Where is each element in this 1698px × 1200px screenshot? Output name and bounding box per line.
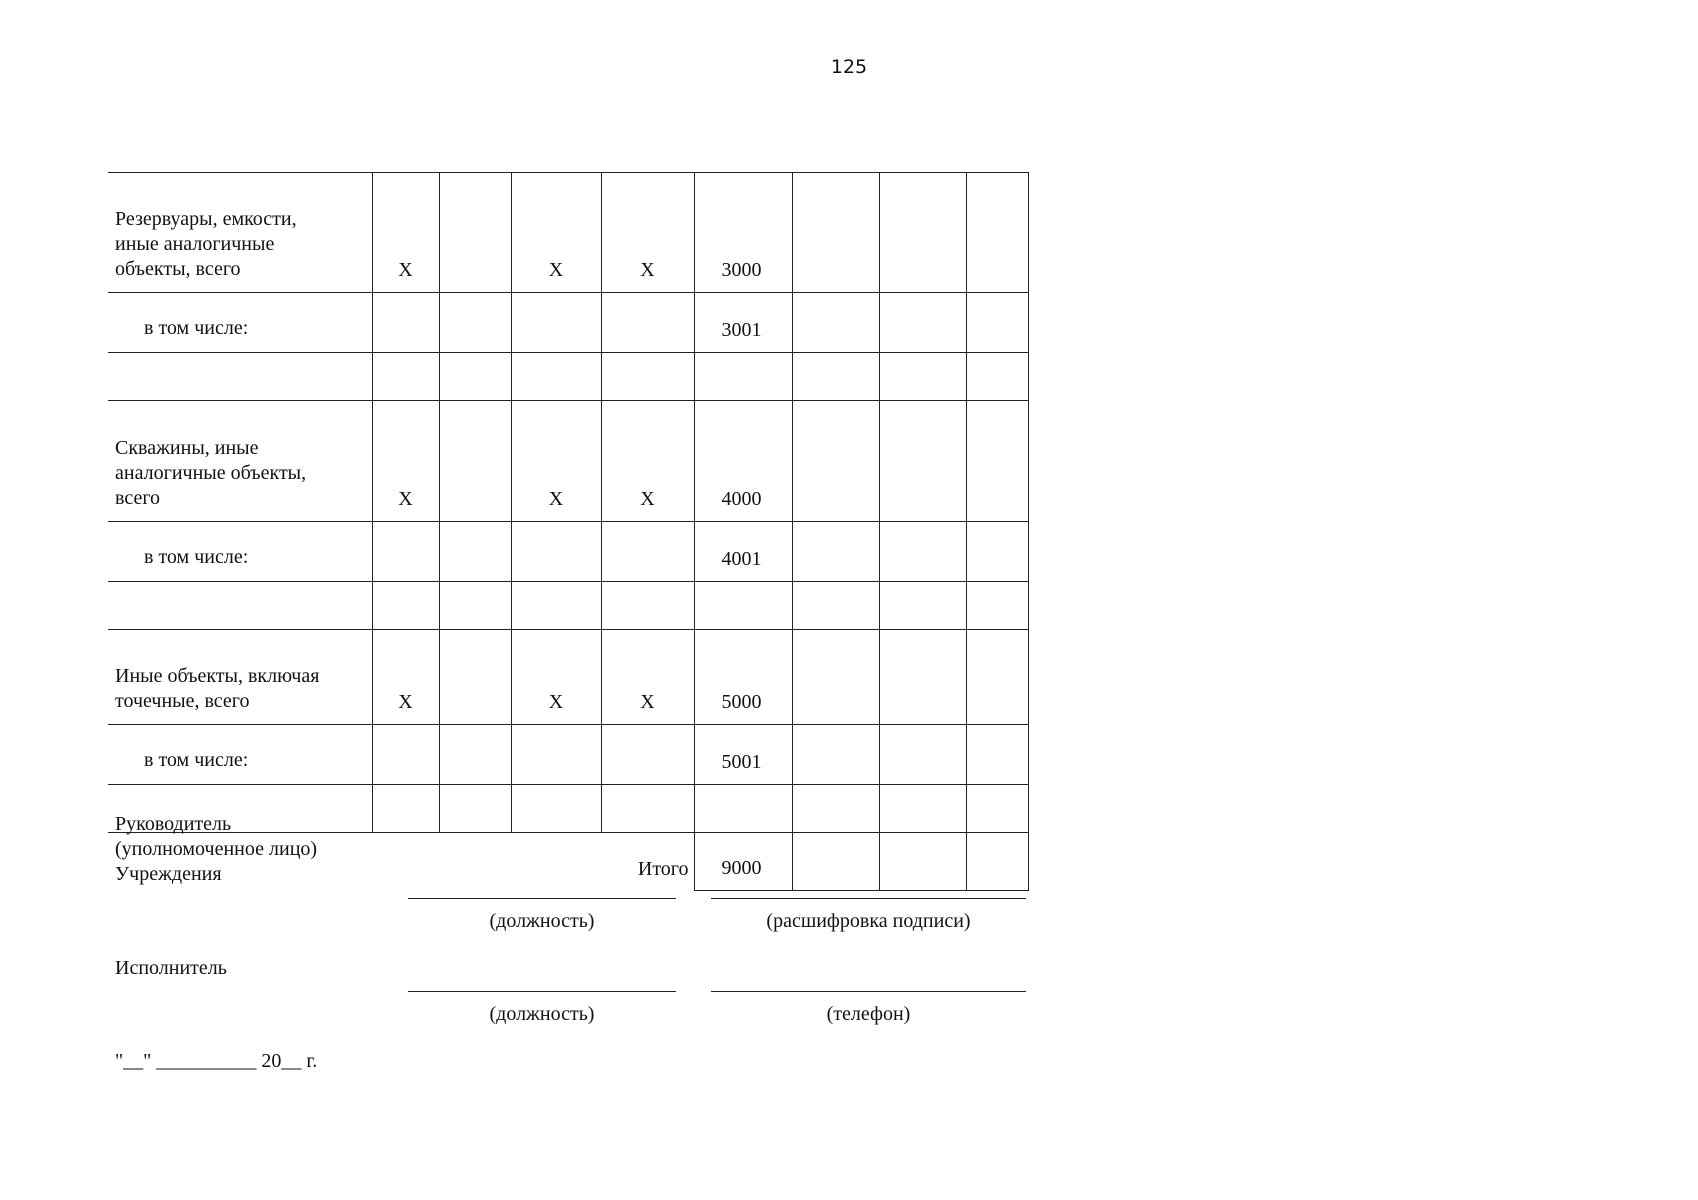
value-cell bbox=[966, 173, 1028, 293]
mark-cell bbox=[439, 630, 511, 725]
line-code-cell: 4001 bbox=[694, 522, 792, 582]
mark-cell: Х bbox=[372, 630, 439, 725]
mark-cell: Х bbox=[601, 401, 694, 522]
mark-cell: Х bbox=[372, 173, 439, 293]
line-code-cell: 3000 bbox=[694, 173, 792, 293]
line-code-cell: 5001 bbox=[694, 725, 792, 785]
total-value-cell bbox=[879, 833, 966, 891]
page-number: 125 bbox=[830, 56, 868, 78]
decoding-caption: (расшифровка подписи) bbox=[766, 910, 971, 932]
table-row-subheader bbox=[108, 522, 1028, 582]
value-cell bbox=[879, 173, 966, 293]
phone-caption: (телефон) bbox=[826, 1003, 911, 1025]
total-value-cell bbox=[966, 833, 1028, 891]
table-row-empty bbox=[108, 353, 1028, 401]
mark-cell: Х bbox=[601, 173, 694, 293]
position-caption-2: (должность) bbox=[489, 1003, 595, 1025]
table-row-group-total bbox=[108, 401, 1028, 522]
sub-label-cell: в том числе: bbox=[108, 522, 372, 582]
mark-cell: Х bbox=[511, 173, 601, 293]
table-row-empty bbox=[108, 582, 1028, 630]
head-position-line[interactable] bbox=[408, 898, 676, 899]
head-decoding-line[interactable] bbox=[711, 898, 1026, 899]
head-signatory-label: Руководитель (уполномоченное лицо) Учреждения bbox=[115, 813, 318, 885]
total-code-cell: 9000 bbox=[694, 833, 792, 891]
table-row-subheader bbox=[108, 725, 1028, 785]
total-value-cell bbox=[792, 833, 879, 891]
mark-cell bbox=[439, 401, 511, 522]
executor-phone-line[interactable] bbox=[711, 991, 1026, 992]
value-cell bbox=[792, 173, 879, 293]
line-code-cell: 4000 bbox=[694, 401, 792, 522]
date-line: "__" __________ 20__ г. bbox=[115, 1050, 318, 1072]
line-code-cell: 3001 bbox=[694, 293, 792, 353]
mark-cell: Х bbox=[511, 401, 601, 522]
table-row-group-total bbox=[108, 630, 1028, 725]
sub-label-cell: в том числе: bbox=[108, 293, 372, 353]
mark-cell bbox=[439, 173, 511, 293]
total-label: Итого bbox=[108, 833, 694, 891]
mark-cell: Х bbox=[601, 630, 694, 725]
mark-cell: Х bbox=[511, 630, 601, 725]
sub-label-cell: в том числе: bbox=[108, 725, 372, 785]
row-name-cell: Иные объекты, включая точечные, всего bbox=[108, 630, 372, 725]
executor-label: Исполнитель bbox=[115, 957, 227, 979]
objects-table bbox=[108, 172, 1029, 891]
position-caption: (должность) bbox=[489, 910, 595, 932]
table-row-subheader bbox=[108, 293, 1028, 353]
mark-cell: Х bbox=[372, 401, 439, 522]
line-code-cell: 5000 bbox=[694, 630, 792, 725]
executor-position-line[interactable] bbox=[408, 991, 676, 992]
table-row-group-total bbox=[108, 173, 1028, 293]
row-name-cell: Скважины, иные аналогичные объекты, всего bbox=[108, 401, 372, 522]
row-name-cell: Резервуары, емкости, иные аналогичные объекты, всего bbox=[108, 173, 372, 293]
